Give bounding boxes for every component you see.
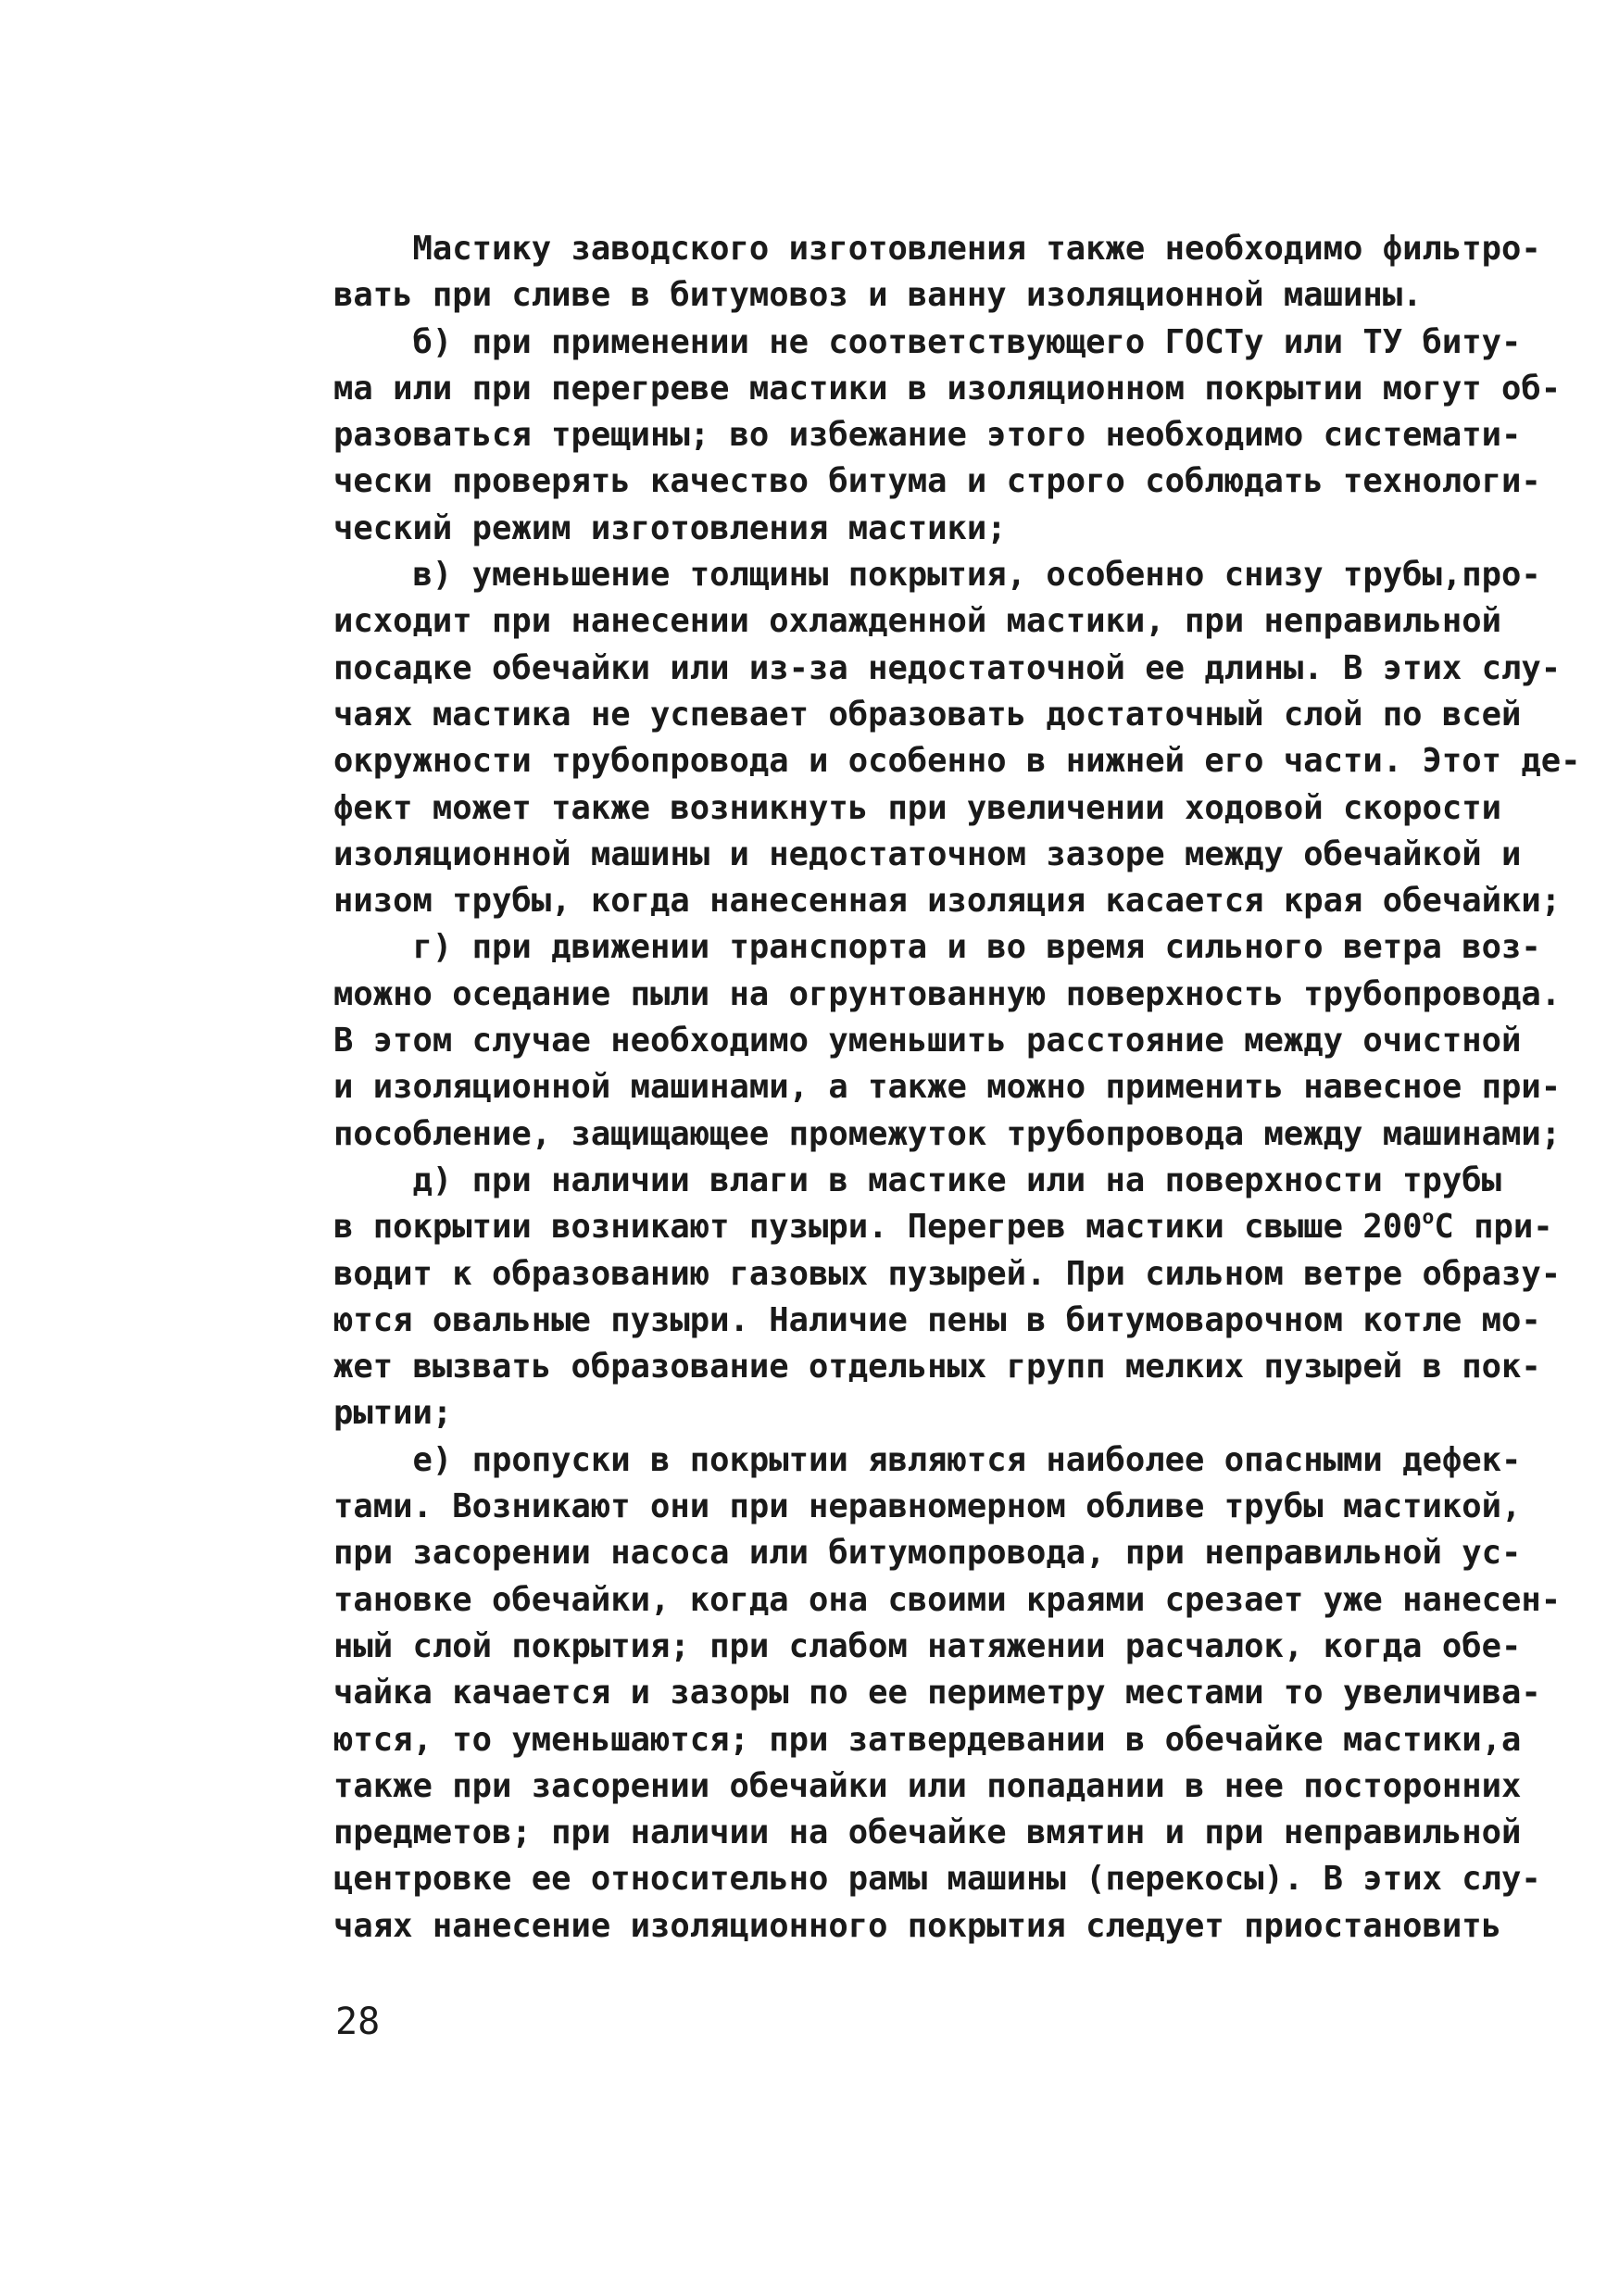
text-line: низом трубы, когда нанесенная изоляция касается края обечайки; (333, 882, 1562, 921)
text-line-tail: С при- (1434, 1208, 1553, 1247)
degree-superscript: о (1422, 1206, 1435, 1230)
text-line: чески проверять качество битума и строго соблюдать технологи- (333, 462, 1541, 501)
text-line: изоляционной машины и недостаточном зазоре между обечайкой и (333, 834, 1522, 873)
text-line: жет вызвать образование отдельных групп мелких пузырей в пок- (333, 1348, 1541, 1386)
text-line: Мастику заводского изготовления также необходимо фильтро- (333, 230, 1541, 268)
text-line: тановке обечайки, когда она своими краями срезает уже нанесен- (333, 1580, 1562, 1619)
text-line: предметов; при наличии на обечайке вмятин и при неправильной (333, 1813, 1522, 1852)
text-line: д) при наличии влаги в мастике или на поверхности трубы (333, 1161, 1501, 1199)
text-line: можно оседание пыли на огрунтованную поверхность трубопровода. (333, 974, 1562, 1013)
text-line: ческий режим изготовления мастики; (333, 508, 1007, 547)
text-line: В этом случае необходимо уменьшить расстояние между очистной (333, 1022, 1522, 1060)
text-line: фект может также возникнуть при увеличении ходовой скорости (333, 788, 1501, 827)
text-line: при засорении насоса или битумопровода, при неправильной ус- (333, 1534, 1522, 1573)
text-line: исходит при нанесении охлажденной мастики, при неправильной (333, 602, 1501, 641)
text-line: г) при движении транспорта и во время сильного ветра воз- (333, 928, 1541, 967)
text-line-head: в покрытии возникают пузыри. Перегрев мастики свыше 200 (333, 1208, 1423, 1247)
text-line: окружности трубопровода и особенно в нижней его части. Этот де- (333, 742, 1581, 781)
text-line: посадке обечайки или из-за недостаточной ее длины. В этих слу- (333, 648, 1562, 687)
text-line: в) уменьшение толщины покрытия, особенно снизу трубы,про- (333, 556, 1541, 595)
text-line: разоваться трещины; во избежание этого необходимо системати- (333, 416, 1522, 455)
text-line: тами. Возникают они при неравномерном обливе трубы мастикой, (333, 1487, 1522, 1526)
text-line: вать при сливе в битумовоз и ванну изоляционной машины. (333, 276, 1423, 315)
text-line: ются, то уменьшаются; при затвердевании в обечайке мастики,а (333, 1720, 1522, 1759)
text-line: ма или при перегреве мастики в изоляционном покрытии могут об- (333, 369, 1562, 408)
text-line: чаях мастика не успевает образовать достаточный слой по всей (333, 695, 1522, 734)
text-line: также при засорении обечайки или попадании в нее посторонних (333, 1766, 1522, 1805)
text-line: б) при применении не соответствующего ГОСТу или ТУ биту- (333, 322, 1522, 361)
text-line: чаях нанесение изоляционного покрытия следует приостановить (333, 1906, 1501, 1945)
text-line: центровке ее относительно рамы машины (перекосы). В этих слу- (333, 1860, 1541, 1899)
text-line: чайка качается и зазоры по ее периметру местами то увеличива- (333, 1674, 1541, 1713)
text-line: рытии; (333, 1394, 453, 1433)
page-number: 28 (335, 2001, 381, 2043)
text-line: ются овальные пузыри. Наличие пены в битумоварочном котле мо- (333, 1300, 1541, 1339)
text-line: пособление, защищающее промежуток трубопровода между машинами; (333, 1114, 1562, 1153)
text-line: е) пропуски в покрытии являются наиболее опасными дефек- (333, 1440, 1522, 1479)
body-text (333, 226, 1581, 1950)
text-line: и изоляционной машинами, а также можно применить навесное при- (333, 1068, 1562, 1107)
text-line: водит к образованию газовых пузырей. При сильном ветре образу- (333, 1254, 1562, 1293)
text-line: ный слой покрытия; при слабом натяжении расчалок, когда обе- (333, 1626, 1522, 1665)
text-line-with-superscript (333, 1204, 1553, 1250)
